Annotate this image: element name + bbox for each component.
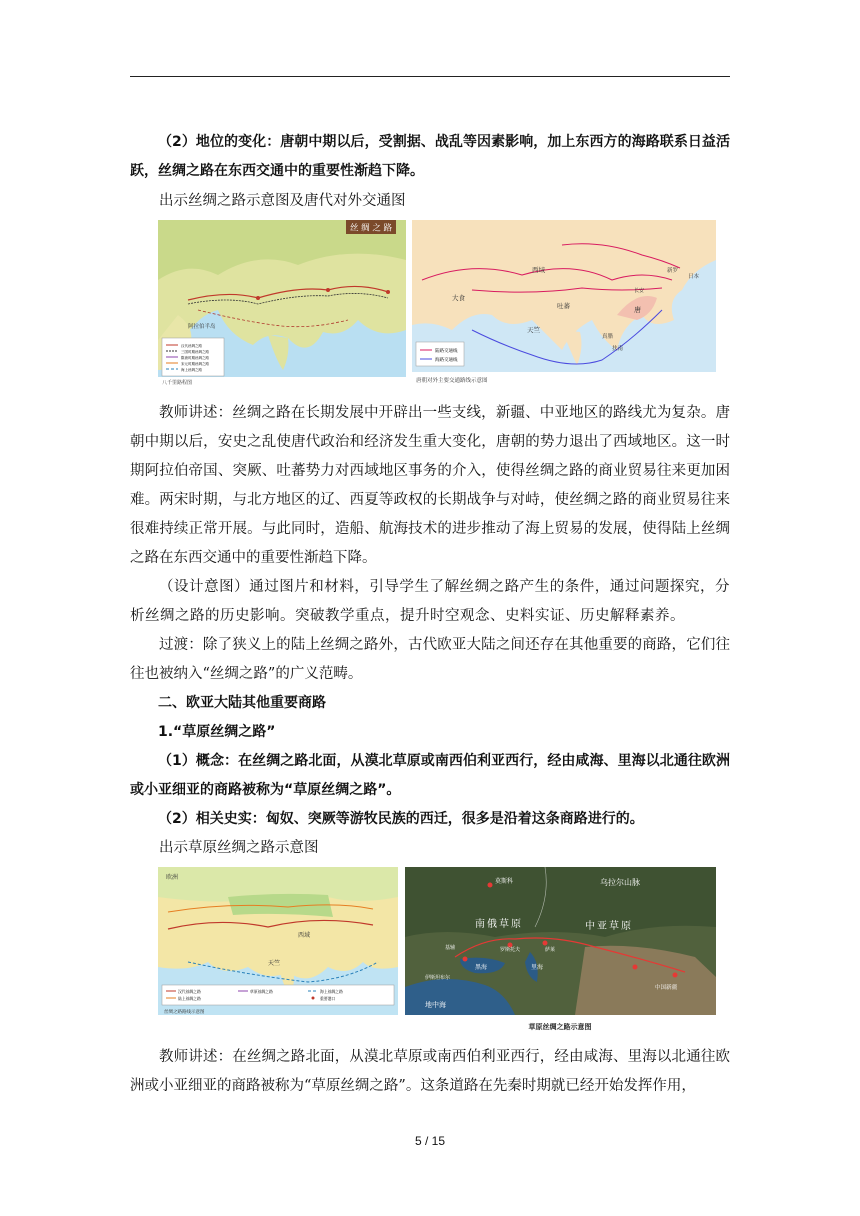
svg-text:日本: 日本 — [688, 274, 700, 280]
historical-facts-paragraph: （2）相关史实：匈奴、突厥等游牧民族的西迁，很多是沿着这条商路进行的。 — [158, 811, 644, 827]
svg-text:吐蕃: 吐蕃 — [557, 302, 570, 310]
svg-text:陆路交通线: 陆路交通线 — [435, 349, 458, 354]
silk-road-map-title: 丝 绸 之 路 — [349, 223, 393, 234]
svg-text:欧洲: 欧洲 — [166, 874, 179, 881]
svg-text:基辅: 基辅 — [445, 945, 456, 951]
svg-text:新罗: 新罗 — [667, 268, 679, 274]
svg-text:陆上丝绸之路: 陆上丝绸之路 — [178, 996, 201, 1001]
svg-text:长安: 长安 — [634, 288, 645, 294]
steppe-map-caption: 草原丝绸之路示意图 — [528, 1023, 592, 1031]
svg-text:海上丝绸之路: 海上丝绸之路 — [320, 989, 343, 994]
status-change-paragraph: （2）地位的变化：唐朝中期以后，受割据、战乱等因素影响，加上东西方的海路联系日益活跃，丝绸之路在东西交通中的重要性渐趋下降。 — [130, 134, 730, 179]
svg-text:扶南: 扶南 — [612, 346, 624, 352]
svg-text:丝绸之路路线示意图: 丝绸之路路线示意图 — [164, 1010, 205, 1015]
subsection-heading: 1.“草原丝绸之路” — [158, 724, 276, 740]
svg-text:伊斯坦布尔: 伊斯坦布尔 — [425, 975, 451, 981]
svg-text:西域: 西域 — [532, 266, 545, 274]
svg-text:海上丝绸之路: 海上丝绸之路 — [181, 368, 202, 372]
svg-text:海路交通线: 海路交通线 — [435, 358, 458, 363]
header-rule — [130, 76, 730, 77]
show-steppe-map-instruction: 出示草原丝绸之路示意图 — [159, 840, 319, 856]
svg-text:萨莱: 萨莱 — [545, 947, 556, 953]
svg-text:地中海: 地中海 — [425, 1001, 446, 1009]
page-number: 5 / 15 — [414, 1134, 446, 1148]
concept-paragraph: （1）概念：在丝绸之路北面，从漠北草原或南西伯利亚西行，经由咸海、里海以北通往欧洲或小亚细亚的商路被称为“草原丝绸之路”。 — [130, 753, 730, 798]
steppe-silk-road-map — [405, 867, 716, 1035]
svg-text:黑海: 黑海 — [475, 964, 488, 971]
teacher-narration-2: 教师讲述：在丝绸之路北面，从漠北草原或南西伯利亚西行，经由咸海、里海以北通往欧洲或小亚细亚的商路被称为“草原丝绸之路”。这条道路在先秦时期就已经开始发挥作用， — [130, 1049, 730, 1094]
svg-text:唐: 唐 — [634, 306, 641, 314]
svg-text:南俄草原: 南俄草原 — [475, 919, 523, 930]
svg-text:莫斯科: 莫斯科 — [495, 878, 514, 885]
svg-text:罗斯托夫: 罗斯托夫 — [500, 947, 521, 953]
svg-text:大食: 大食 — [452, 294, 465, 302]
svg-text:里海: 里海 — [531, 964, 544, 971]
svg-text:三国时期丝绸之路: 三国时期丝绸之路 — [181, 350, 209, 354]
transition-paragraph: 过渡：除了狭义上的陆上丝绸之路外，古代欧亚大陆之间还存在其他重要的商路，它们往往也被纳入“丝绸之路”的广义范畴。 — [130, 637, 730, 682]
arabia-label: 阿拉伯半岛 — [188, 324, 216, 330]
show-map-instruction: 出示丝绸之路示意图及唐代对外交通图 — [159, 193, 406, 209]
svg-text:汉代丝绸之路: 汉代丝绸之路 — [178, 989, 201, 994]
tang-transport-map — [412, 220, 716, 386]
svg-text:真腊: 真腊 — [602, 334, 614, 340]
svg-text:隋唐时期丝绸之路: 隋唐时期丝绸之路 — [181, 356, 209, 360]
teacher-narration-1: 教师讲述：丝绸之路在长期发展中开辟出一些支线，新疆、中亚地区的路线尤为复杂。唐朝中期以后，安史之乱使唐代政治和经济发生重大变化，唐朝的势力退出了西域地区。这一时期阿拉伯帝国、突厥、吐蕃势力对西域地区事务的介入，使得丝绸之路的商业贸易往来更加困难。两宋时期，与北方地区的辽、西夏等政权的长期战争与对峙，使丝绸之路的商业贸易往来很难持续正常开展。与此同时，造船、航海技术的进步推动了海上贸易的发展，使得陆上丝绸之路在东西交通中的重要性渐趋下降。 — [130, 405, 730, 566]
svg-text:西域: 西域 — [298, 932, 311, 939]
design-intent: （设计意图）通过图片和材料，引导学生了解丝绸之路产生的条件，通过问题探究，分析丝绸之路的历史影响。突破教学重点，提升时空观念、史料实证、历史解释素养。 — [130, 579, 730, 624]
tang-map-caption: 唐朝对外主要交通路线示意图 — [416, 378, 488, 384]
svg-text:天竺: 天竺 — [527, 326, 540, 334]
svg-text:重要港口: 重要港口 — [320, 996, 336, 1001]
section-heading: 二、欧亚大陆其他重要商路 — [158, 695, 326, 711]
svg-text:草原丝绸之路: 草原丝绸之路 — [250, 989, 273, 994]
svg-text:中亚草原: 中亚草原 — [585, 921, 633, 932]
svg-text:汉代丝绸之路: 汉代丝绸之路 — [181, 344, 202, 348]
silk-road-map — [158, 220, 406, 386]
svg-text:宋元时期丝绸之路: 宋元时期丝绸之路 — [181, 362, 209, 366]
svg-text:乌拉尔山脉: 乌拉尔山脉 — [600, 878, 640, 887]
svg-text:中国新疆: 中国新疆 — [655, 985, 678, 991]
silk-road-route-map — [158, 867, 398, 1015]
svg-text:天竺: 天竺 — [268, 960, 281, 967]
svg-text:八千里路程图: 八千里路程图 — [162, 380, 193, 386]
